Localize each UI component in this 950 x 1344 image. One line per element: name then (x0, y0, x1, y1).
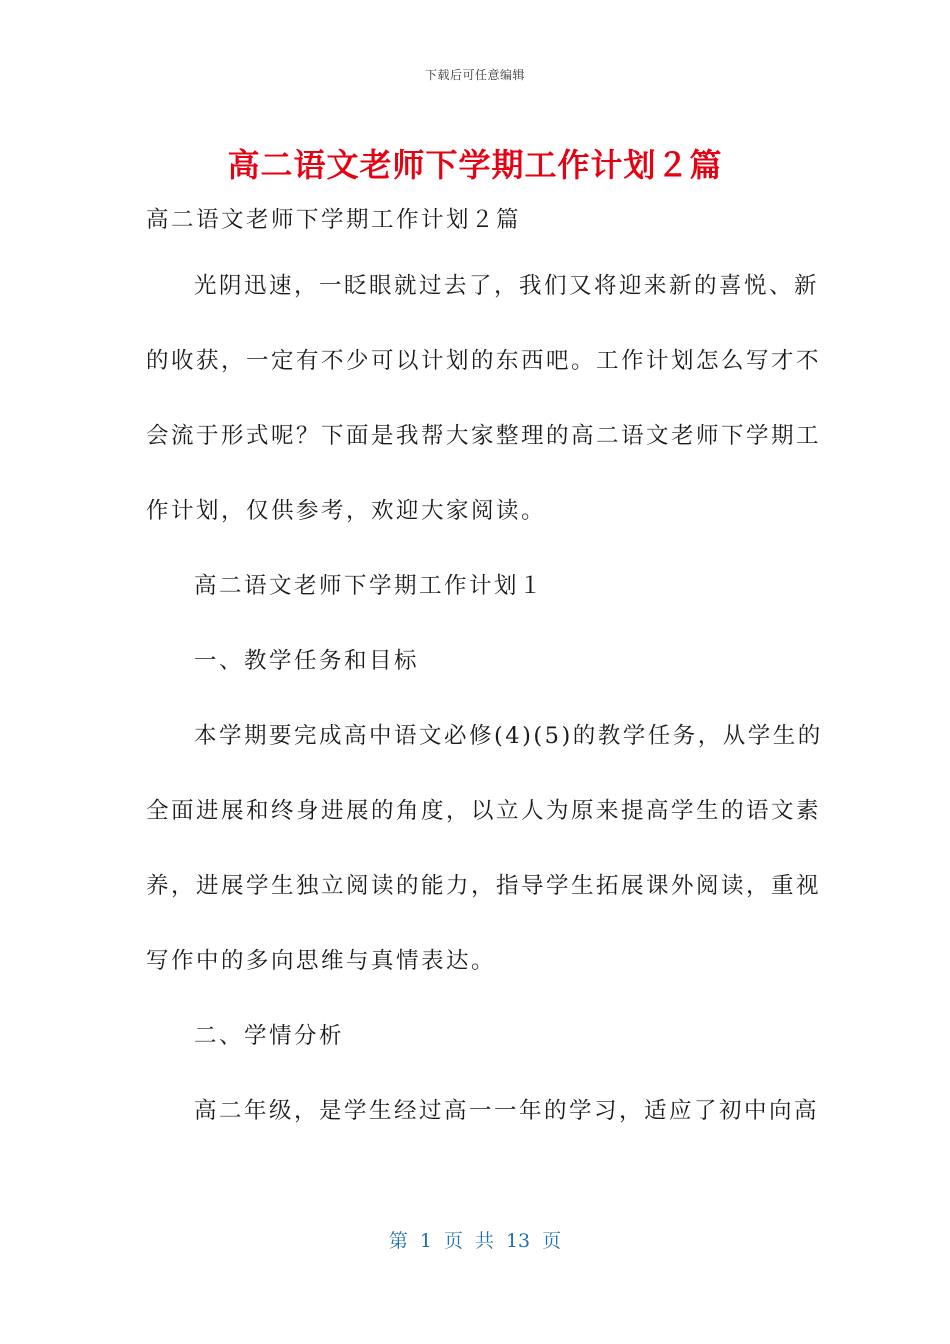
footer-total-pages: 13 (505, 1230, 531, 1252)
footer-prefix: 第 (388, 1230, 408, 1252)
paragraph-line: 光阴迅速，一眨眼就过去了，我们又将迎来新的喜悦、新 (194, 273, 820, 299)
page-footer (0, 1226, 950, 1253)
section-heading-analysis: 二、学情分析 (194, 1023, 345, 1049)
footer-total-label: 共 (474, 1230, 494, 1252)
paragraph-line: 作计划，仅供参考，欢迎大家阅读。 (146, 498, 547, 524)
document-title: 高二语文老师下学期工作计划２篇 (227, 146, 723, 184)
paragraph-line: 写作中的多向思维与真情表达。 (146, 948, 497, 974)
paragraph-line: 养，进展学生独立阅读的能力，指导学生拓展课外阅读，重视 (146, 873, 822, 899)
paragraph-line: 全面进展和终身进展的角度，以立人为原来提高学生的语文素 (146, 798, 822, 824)
header-note: 下载后可任意编辑 (424, 68, 525, 82)
document-body (146, 196, 823, 1162)
footer-current-page: 1 (419, 1230, 432, 1252)
footer-suffix: 页 (542, 1230, 562, 1252)
paragraph-line: 会流于形式呢？下面是我帮大家整理的高二语文老师下学期工 (146, 423, 822, 449)
paragraph-line: 高二年级，是学生经过高一一年的学习，适应了初中向高 (194, 1098, 820, 1124)
section-heading-plan-1: 高二语文老师下学期工作计划１ (194, 573, 545, 599)
subtitle-line: 高二语文老师下学期工作计划２篇 (146, 207, 522, 233)
section-heading-tasks: 一、教学任务和目标 (194, 648, 420, 674)
footer-middle: 页 (443, 1230, 463, 1252)
paragraph-line: 本学期要完成高中语文必修(4)(5)的教学任务，从学生的 (194, 723, 823, 749)
paragraph-line: 的收获，一定有不少可以计划的东西吧。工作计划怎么写才不 (146, 348, 822, 374)
